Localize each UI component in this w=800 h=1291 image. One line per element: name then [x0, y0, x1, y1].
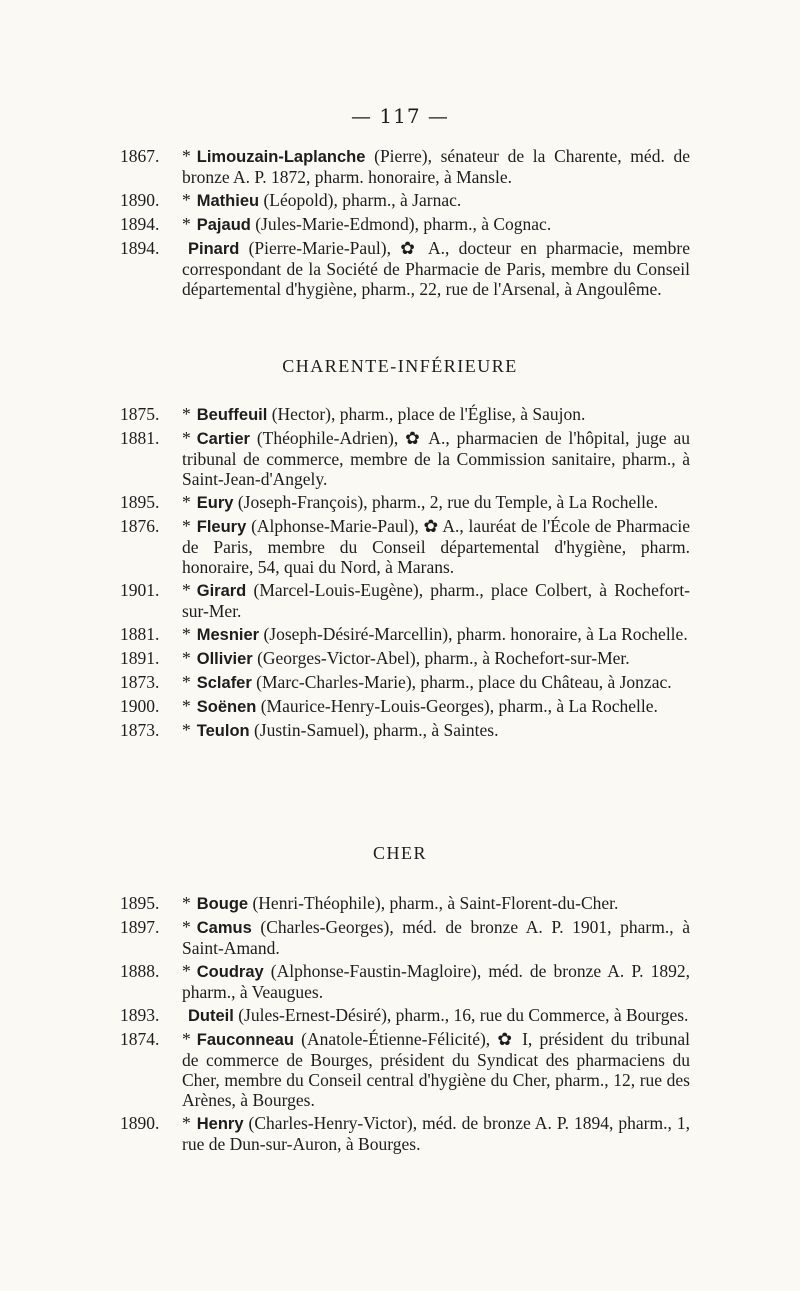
- entry-year: 1893.: [120, 1005, 160, 1025]
- entry-text: (Charles-Georges), méd. de bronze A. P. 1901, pharm., à Saint-Amand.: [182, 917, 690, 958]
- entry-text: (Anatole-Étienne-Félicité), ✿ I, président du tribunal de commerce de Bourges, président du Syndicat des pharmaciens du Cher, membre du Conseil central d'hygiène du Cher, pharm., 12, rue des Arènes, à Bourges.: [182, 1029, 690, 1110]
- asterisk-mark: *: [182, 672, 191, 692]
- entry-name: Soënen: [196, 698, 257, 716]
- asterisk-mark: *: [182, 917, 191, 937]
- entry-year: 1875.: [120, 404, 160, 424]
- entry-name: Cartier: [196, 430, 250, 448]
- entry-name: Sclafer: [196, 674, 252, 692]
- asterisk-mark: *: [182, 516, 191, 536]
- entry-text: (Léopold), pharm., à Jarnac.: [263, 190, 462, 210]
- asterisk-mark: *: [182, 648, 191, 668]
- entry-name: Fleury: [196, 518, 247, 536]
- page-number: — 117 —: [351, 104, 449, 128]
- entry: [120, 1005, 690, 1026]
- entry: [120, 238, 690, 299]
- asterisk-mark: *: [182, 492, 191, 512]
- entry-year: 1891.: [120, 648, 160, 668]
- asterisk-mark: *: [182, 404, 191, 424]
- entry-name: Coudray: [196, 963, 264, 981]
- entry: [120, 720, 690, 741]
- entry-name: Girard: [196, 582, 247, 600]
- asterisk-mark: *: [182, 214, 191, 234]
- entry-year: 1894.: [120, 238, 160, 258]
- asterisk-mark: *: [182, 961, 191, 981]
- entry-year: 1873.: [120, 720, 160, 740]
- entry-text: (Georges-Victor-Abel), pharm., à Rochefort-sur-Mer.: [257, 648, 630, 668]
- entry-text: (Alphonse-Marie-Paul), ✿ A., lauréat de l'École de Pharmacie de Paris, membre du Conseil départemental d'hygiène, pharm. honoraire, 54, quai du Nord, à Marans.: [182, 516, 690, 577]
- entry-year: 1867.: [120, 146, 160, 166]
- entry-name: Beuffeuil: [196, 406, 268, 424]
- section-cher: [120, 893, 690, 1157]
- entry-year: 1897.: [120, 917, 160, 937]
- asterisk-mark: *: [182, 190, 191, 210]
- asterisk-mark: *: [182, 580, 191, 600]
- entry-name: Pinard: [188, 240, 240, 258]
- entry-name: Eury: [196, 494, 234, 512]
- entry-text: (Henri-Théophile), pharm., à Saint-Florent-du-Cher.: [252, 893, 619, 913]
- asterisk-mark: *: [182, 893, 191, 913]
- entry: [120, 1029, 690, 1110]
- entry-name: Limouzain-Laplanche: [196, 148, 366, 166]
- entry: [120, 672, 690, 693]
- entry-year: 1881.: [120, 428, 160, 448]
- entry-text: (Jules-Marie-Edmond), pharm., à Cognac.: [255, 214, 552, 234]
- asterisk-mark: *: [182, 1113, 191, 1133]
- entry-year: 1873.: [120, 672, 160, 692]
- asterisk-mark: *: [182, 146, 191, 166]
- asterisk-mark: *: [182, 624, 191, 644]
- entry: [120, 648, 690, 669]
- entry-text: (Marcel-Louis-Eugène), pharm., place Colbert, à Rochefort-sur-Mer.: [182, 580, 691, 621]
- entry-name: Mesnier: [196, 626, 260, 644]
- section-charente-inferieure: [120, 404, 690, 744]
- entry: [120, 580, 690, 621]
- entry-text: (Jules-Ernest-Désiré), pharm., 16, rue du Commerce, à Bourges.: [238, 1005, 689, 1025]
- entry-text: (Hector), pharm., place de l'Église, à Saujon.: [271, 404, 586, 424]
- entry: [120, 961, 690, 1002]
- entry-text: (Justin-Samuel), pharm., à Saintes.: [253, 720, 499, 740]
- entry-year: 1890.: [120, 1113, 160, 1133]
- entry-year: 1901.: [120, 580, 160, 600]
- entry-text: (Joseph-François), pharm., 2, rue du Temple, à La Rochelle.: [237, 492, 659, 512]
- entry: [120, 917, 690, 958]
- entry: [120, 146, 690, 187]
- asterisk-mark: *: [182, 1029, 191, 1049]
- entry-name: Ollivier: [196, 650, 253, 668]
- entry-year: 1895.: [120, 893, 160, 913]
- entry-year: 1900.: [120, 696, 160, 716]
- entry-name: Fauconneau: [196, 1031, 294, 1049]
- entry-year: 1876.: [120, 516, 160, 536]
- entry-year: 1881.: [120, 624, 160, 644]
- entry-text: (Marc-Charles-Marie), pharm., place du Château, à Jonzac.: [256, 672, 672, 692]
- asterisk-mark: *: [182, 428, 191, 448]
- entry-text: (Pierre-Marie-Paul), ✿ A., docteur en pharmacie, membre correspondant de la Société de Pharmacie de Paris, membre du Conseil départemental d'hygiène, pharm., 22, rue de l'Arsenal, à Angoulême.: [182, 238, 690, 299]
- entry: [120, 492, 690, 513]
- entry-name: Mathieu: [196, 192, 260, 210]
- entry-text: (Théophile-Adrien), ✿ A., pharmacien de l'hôpital, juge au tribunal de commerce, membre de la Commission sanitaire, pharm., à Saint-Jean-d'Angely.: [182, 428, 690, 489]
- entry: [120, 190, 690, 211]
- entry-text: (Pierre), sénateur de la Charente, méd. de bronze A. P. 1872, pharm. honoraire, à Mansle.: [182, 146, 691, 187]
- entry: [120, 428, 690, 489]
- entry-text: (Charles-Henry-Victor), méd. de bronze A. P. 1894, pharm., 1, rue de Dun-sur-Auron, à Bourges.: [182, 1113, 690, 1154]
- entry-year: 1895.: [120, 492, 160, 512]
- entry-year: 1890.: [120, 190, 160, 210]
- entry-year: 1888.: [120, 961, 160, 981]
- section-heading: CHER: [372, 843, 427, 863]
- entry-name: Bouge: [196, 895, 249, 913]
- entry-name: Henry: [196, 1115, 244, 1133]
- entry: [120, 214, 690, 235]
- entry-name: Camus: [196, 919, 252, 937]
- entry: [120, 696, 690, 717]
- entry: [120, 1113, 690, 1154]
- section-heading: CHARENTE-INFÉRIEURE: [282, 356, 518, 376]
- entry: [120, 893, 690, 914]
- entry-name: Teulon: [196, 722, 250, 740]
- entry: [120, 404, 690, 425]
- section-charente: [120, 146, 690, 302]
- entry-year: 1874.: [120, 1029, 160, 1049]
- entry-year: 1894.: [120, 214, 160, 234]
- entry-name: Duteil: [188, 1007, 234, 1025]
- entry: [120, 624, 690, 645]
- entry: [120, 516, 690, 577]
- entry-text: (Alphonse-Faustin-Magloire), méd. de bronze A. P. 1892, pharm., à Veaugues.: [182, 961, 690, 1002]
- entry-text: (Joseph-Désiré-Marcellin), pharm. honoraire, à La Rochelle.: [263, 624, 688, 644]
- entry-text: (Maurice-Henry-Louis-Georges), pharm., à La Rochelle.: [260, 696, 658, 716]
- asterisk-mark: *: [182, 696, 191, 716]
- asterisk-mark: *: [182, 720, 191, 740]
- entry-name: Pajaud: [196, 216, 251, 234]
